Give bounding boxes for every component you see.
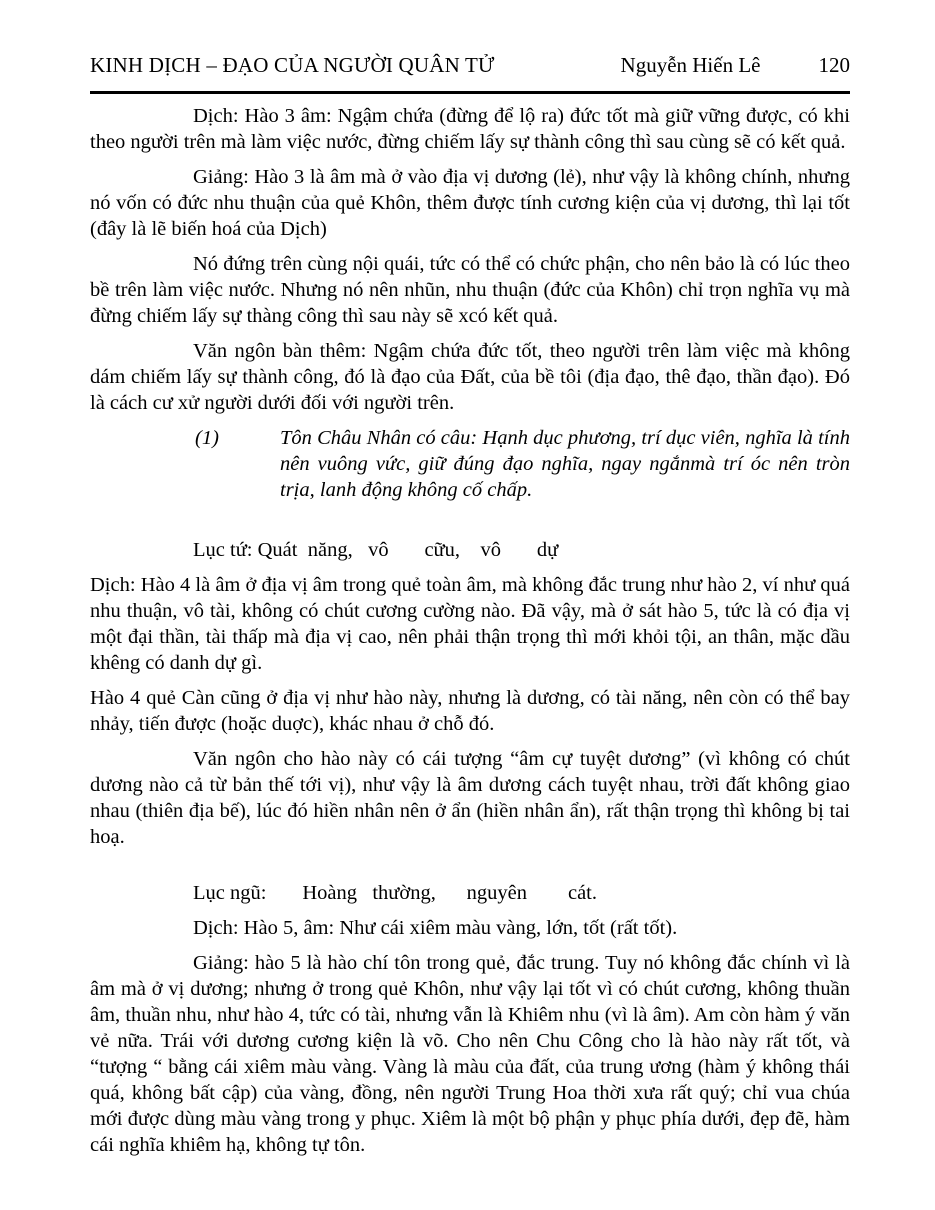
- paragraph-hao3-dich: Dịch: Hào 3 âm: Ngậm chứa (đừng để lộ ra) đức tốt mà giữ vững được, có khi theo người trên mà làm việc nước, đừng chiếm lấy sự thành công thì sau cùng sẽ có kết quả.: [90, 105, 850, 153]
- paragraph-hao4-can-compare: Hào 4 quẻ Càn cũng ở địa vị như hào này, nhưng là dương, có tài năng, nên còn có thể bay nhảy, tiến được (hoặc duợc), khác nhau ở chỗ đó.: [90, 687, 850, 735]
- header-rule: [90, 91, 850, 94]
- paragraph-hao4-dich: Dịch: Hào 4 là âm ở địa vị âm trong quẻ toàn âm, mà không đắc trung như hào 2, ví như quá nhu thuận, vô tài, không có chút cương cường nào. Đã vậy, mà ở sát hào 5, tức là có địa vị một đại thần, tài thấp mà địa vị cao, nên phải thận trọng thì mới khỏi tội, an thân, mặc dầu khêng có danh dự gì.: [90, 574, 850, 674]
- section-line-luc-ngu: Lục ngũ: Hoàng thường, nguyên cát.: [193, 882, 597, 904]
- page-header: [90, 52, 850, 91]
- paragraph-hao5-giang: Giảng: hào 5 là hào chí tôn trong quẻ, đắc trung. Tuy nó không đắc chính vì là âm mà ở vị dương; nhưng ở trong quẻ Khôn, như vậy lại tốt vì có chút cương, không thuần âm, thuần nhu, như hào 4, tức có tài, nhưng vẫn là Khiêm nhu (vì là âm). Am còn hàm ý văn vẻ nữa. Trái với dương cương kiện là võ. Cho nên Chu Công cho là hào này rất tốt, và “tượng “ bằng cái xiêm màu vàng. Vàng là màu của đất, của trung ương (hàm ý không thái quá, không bất cập) của vàng, đồng, nên người Trung Hoa thời xưa rất quý; chỉ vua chúa mới được dùng màu vàng trong y phục. Xiêm là một bộ phận y phục phía dưới, đẹp đẽ, hàm cái nghĩa khiêm hạ, không tự tôn.: [90, 952, 850, 1156]
- page-body: [90, 103, 850, 1158]
- footnote-marker: (1): [195, 427, 219, 449]
- book-title: KINH DỊCH – ĐẠO CỦA NGƯỜI QUÂN TỬ: [90, 53, 495, 77]
- paragraph-hao3-giang: Giảng: Hào 3 là âm mà ở vào địa vị dương (lẻ), như vậy là không chính, nhưng nó vốn có đức nhu thuận của quẻ Khôn, thêm được tính cương kiện của vị dương, thì lại tốt (đây là lẽ biến hoá của Dịch): [90, 166, 850, 240]
- paragraph-hao5-dich: Dịch: Hào 5, âm: Như cái xiêm màu vàng, lớn, tốt (rất tốt).: [193, 917, 678, 939]
- footnote-text: Tôn Châu Nhân có câu: Hạnh dục phương, trí dục viên, nghĩa là tính nên vuông vức, giữ đúng đạo nghĩa, ngay ngắnmà trí óc nên tròn trịa, lanh động không cố chấp.: [280, 427, 850, 501]
- author-name: Nguyễn Hiến Lê: [620, 53, 761, 77]
- footnote-1: [195, 425, 850, 503]
- page-number: 120: [818, 53, 850, 77]
- paragraph-hao3-giang-2: Nó đứng trên cùng nội quái, tức có thể có chức phận, cho nên bảo là có lúc theo bề trên làm việc nước. Nhưng nó nên nhũn, nhu thuận (đức của Khôn) chỉ trọn nghĩa vụ mà đừng chiếm lấy sự thàng công thì sau này sẽ xcó kết quả.: [90, 253, 850, 327]
- paragraph-hao4-van-ngon: Văn ngôn cho hào này có cái tượng “âm cự tuyệt dương” (vì không có chút dương nào cả từ bản thế tới vị), như vậy là âm dương cách tuyệt nhau, trời đất không giao nhau (thiên địa bế), lúc đó hiền nhân nên ở ẩn (hiền nhân ẩn), rất thận trọng thì không bị tai hoạ.: [90, 748, 850, 848]
- paragraph-hao3-van-ngon: Văn ngôn bàn thêm: Ngậm chứa đức tốt, theo người trên làm việc mà không dám chiếm lấy sự thành công, đó là đạo của Đất, của bề tôi (địa đạo, thê đạo, thần đạo). Đó là cách cư xử người dưới đối với người trên.: [90, 340, 850, 414]
- section-line-luc-tu: Lục tứ: Quát năng, vô cữu, vô dự: [193, 539, 559, 561]
